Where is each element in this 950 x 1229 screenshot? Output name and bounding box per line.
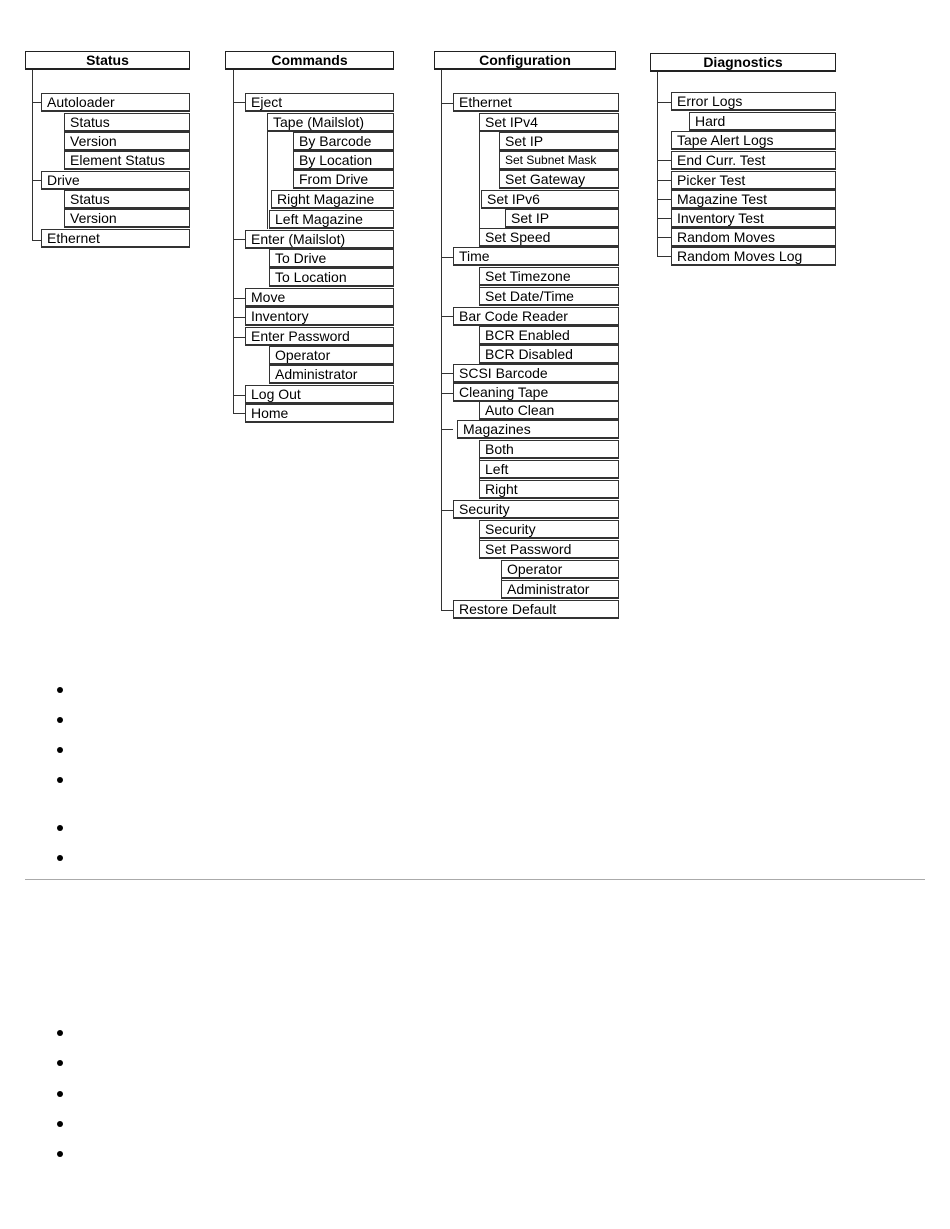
cfg-set-gateway: Set Gateway [499, 170, 619, 189]
cfg-set-password: Set Password [479, 540, 619, 559]
cfg-security: Security [453, 500, 619, 519]
configuration-branch-line [441, 257, 453, 258]
cfg-security-sub: Security [479, 520, 619, 539]
cfg-set-ipv4: Set IPv4 [479, 113, 619, 132]
cfg-ethernet: Ethernet [453, 93, 619, 112]
status-autoloader: Autoloader [41, 93, 190, 112]
status-branch-line [32, 240, 41, 241]
cfg-bar-code-reader: Bar Code Reader [453, 307, 619, 326]
cmd-operator: Operator [269, 346, 394, 365]
diag-end-curr-test: End Curr. Test [671, 151, 836, 170]
status-element-status: Element Status [64, 151, 190, 170]
cmd-move: Move [245, 288, 394, 307]
configuration-header: Configuration [434, 51, 616, 70]
cmd-by-barcode: By Barcode [293, 132, 394, 151]
commands-branch-line [233, 413, 245, 414]
status-header: Status [25, 51, 190, 70]
list-bullet [57, 1121, 63, 1127]
diagnostics-branch-line [657, 199, 671, 200]
diagnostics-branch-line [657, 102, 671, 103]
cfg-set-ipv6: Set IPv6 [481, 190, 619, 209]
cfg-administrator: Administrator [501, 580, 619, 599]
cfg-time: Time [453, 247, 619, 266]
list-bullet [57, 1091, 63, 1097]
status-autoloader-status: Status [64, 113, 190, 132]
commands-branch-line [233, 239, 245, 240]
cmd-left-magazine: Left Magazine [269, 210, 394, 229]
cmd-log-out: Log Out [245, 385, 394, 404]
configuration-branch-line [441, 429, 453, 430]
diag-magazine-test: Magazine Test [671, 190, 836, 209]
cmd-tape-mailslot: Tape (Mailslot) [267, 113, 394, 132]
list-bullet [57, 855, 63, 861]
diag-hard: Hard [689, 112, 836, 131]
cmd-enter-mailslot: Enter (Mailslot) [245, 230, 394, 249]
list-bullet [57, 825, 63, 831]
cfg-bcr-disabled: BCR Disabled [479, 345, 619, 364]
list-bullet [57, 1151, 63, 1157]
configuration-branch-line [441, 373, 453, 374]
diag-random-moves: Random Moves [671, 228, 836, 247]
commands-branch-line [233, 102, 245, 103]
cmd-home: Home [245, 404, 394, 423]
diagnostics-branch-line [657, 160, 671, 161]
diagnostics-branch-line [657, 180, 671, 181]
diagnostics-trunk-line [657, 72, 658, 256]
cfg-right: Right [479, 480, 619, 499]
list-bullet [57, 687, 63, 693]
cmd-inventory: Inventory [245, 307, 394, 326]
cfg-operator: Operator [501, 560, 619, 579]
cfg-set-timezone: Set Timezone [479, 267, 619, 286]
cfg-both: Both [479, 440, 619, 459]
status-drive-version: Version [64, 209, 190, 228]
list-bullet [57, 1030, 63, 1036]
cfg-auto-clean: Auto Clean [479, 401, 619, 420]
cfg-bcr-enabled: BCR Enabled [479, 326, 619, 345]
diag-picker-test: Picker Test [671, 171, 836, 190]
diag-error-logs: Error Logs [671, 92, 836, 111]
status-autoloader-version: Version [64, 132, 190, 151]
cmd-to-location: To Location [269, 268, 394, 287]
diagnostics-branch-line [657, 218, 671, 219]
cmd-administrator: Administrator [269, 365, 394, 384]
configuration-branch-line [441, 393, 453, 394]
diagnostics-branch-line [657, 237, 671, 238]
status-drive-status: Status [64, 190, 190, 209]
horizontal-divider [25, 879, 925, 880]
cmd-enter-password: Enter Password [245, 327, 394, 346]
cfg-set-date-time: Set Date/Time [479, 287, 619, 306]
diag-tape-alert-logs: Tape Alert Logs [671, 131, 836, 150]
diag-inventory-test: Inventory Test [671, 209, 836, 228]
diagnostics-branch-line [657, 256, 671, 257]
cfg-set-subnet-mask: Set Subnet Mask [499, 151, 619, 170]
cfg-set-ip: Set IP [499, 132, 619, 151]
commands-branch-line [233, 298, 245, 299]
status-drive: Drive [41, 171, 190, 190]
configuration-trunk-line [441, 70, 442, 610]
status-trunk-line [32, 70, 33, 241]
cmd-eject: Eject [245, 93, 394, 112]
commands-branch-line [233, 395, 245, 396]
diagnostics-header: Diagnostics [650, 53, 836, 72]
cfg-set-ip-v6: Set IP [505, 209, 619, 228]
cmd-to-drive: To Drive [269, 249, 394, 268]
cfg-restore-default: Restore Default [453, 600, 619, 619]
cfg-magazines: Magazines [457, 420, 619, 439]
list-bullet [57, 717, 63, 723]
commands-header: Commands [225, 51, 394, 70]
status-branch-line [32, 180, 41, 181]
commands-trunk-line [233, 70, 234, 413]
cmd-by-location: By Location [293, 151, 394, 170]
diag-random-moves-log: Random Moves Log [671, 247, 836, 266]
cfg-scsi-barcode: SCSI Barcode [453, 364, 619, 383]
configuration-branch-line [441, 103, 453, 104]
configuration-branch-line [441, 316, 453, 317]
status-branch-line [32, 102, 41, 103]
commands-branch-line [233, 317, 245, 318]
cmd-right-magazine: Right Magazine [271, 190, 394, 209]
list-bullet [57, 747, 63, 753]
list-bullet [57, 777, 63, 783]
commands-branch-line [233, 337, 245, 338]
status-ethernet: Ethernet [41, 229, 190, 248]
list-bullet [57, 1060, 63, 1066]
configuration-branch-line [441, 610, 453, 611]
cmd-from-drive: From Drive [293, 170, 394, 189]
cfg-left: Left [479, 460, 619, 479]
cfg-set-speed: Set Speed [479, 228, 619, 247]
cfg-cleaning-tape: Cleaning Tape [453, 383, 619, 402]
configuration-branch-line [441, 510, 453, 511]
